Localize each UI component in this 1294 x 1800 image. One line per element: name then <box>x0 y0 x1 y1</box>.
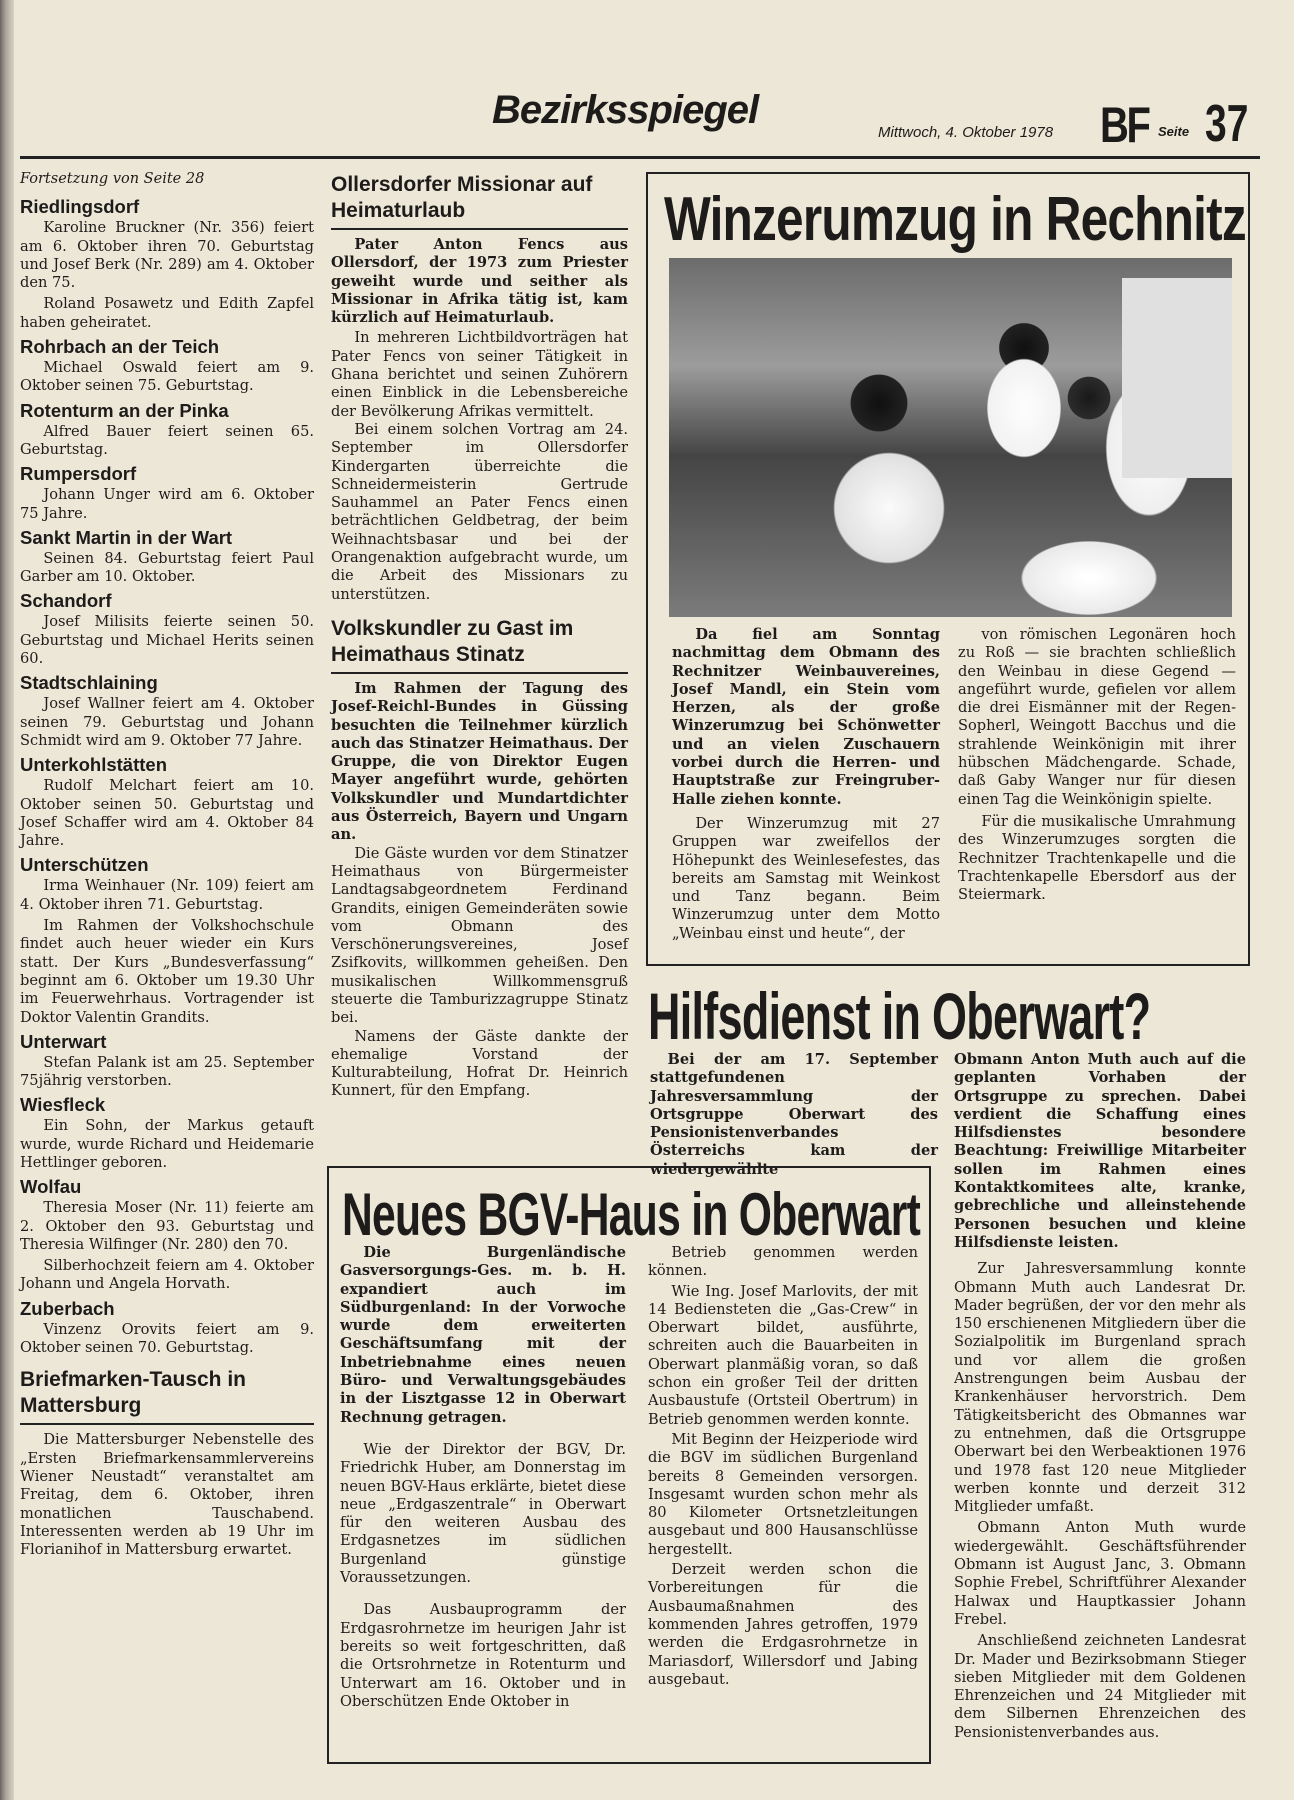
briefmarken-body <box>20 1431 314 1559</box>
paragraph: Der Winzerumzug mit 27 Gruppen war zweifellos der Höhepunkt des Weinlesefestes, das bereits am Samstag mit Weinkost und Tanz begann. Beim Winzerumzug unter dem Motto „Weinbau einst und heute“, der <box>672 814 940 942</box>
locality-heading: Wiesfleck <box>20 1094 106 1116</box>
page-number: 37 <box>1205 95 1249 153</box>
locality-paragraph: Rudolf Melchart feiert am 10. Oktober seinen 50. Geburtstag und Josef Schaffer wird am 4. Oktober 84 Jahre. <box>20 777 314 850</box>
volkskundler-lead: Im Rahmen der Tagung des Josef-Reichl-Bundes in Güssing besuchten die Teilnehmer kürzlich auch das Stinatzer Heimathaus. Der Gruppe, die von Direktor Eugen Mayer angeführt wurde, gehörten Volkskundler und Mundartdichter aus Österreich, Bayern und Ungarn an. <box>331 679 628 844</box>
locality-paragraph: Silberhochzeit feiern am 4. Oktober Johann und Angela Horvath. <box>20 1257 314 1293</box>
locality-heading: Unterkohlstätten <box>20 754 167 776</box>
continued-note: Fortsetzung von Seite 28 <box>20 171 205 187</box>
missionar-lead: Pater Anton Fencs aus Ollersdorf, der 1973 zum Priester geweiht wurde und seither als Missionar in Afrika tätig ist, kam kürzlich auf Heimaturlaub. <box>331 236 628 327</box>
hilfsdienst-col1 <box>650 1051 938 1179</box>
hilfsdienst-headline-wrap <box>648 978 1294 1054</box>
page-label: Seite <box>1158 124 1190 139</box>
locality-paragraph: Michael Oswald feiert am 9. Oktober seinen 75. Geburtstag. <box>20 359 314 395</box>
locality-heading: Riedlingsdorf <box>20 196 140 218</box>
locality-paragraph: Alfred Bauer feiert seinen 65. Geburtstag. <box>20 422 314 458</box>
bgv-col2 <box>648 1244 918 1689</box>
paragraph: Für die musikalische Umrahmung des Winzerumzuges sorgten die Rechnitzer Trachtenkapelle und die Trachtenkapelle Ebersdorf aus der Steiermark. <box>958 812 1236 904</box>
bgv-col1 <box>340 1244 626 1711</box>
paragraph: Zur Jahresversammlung konnte Obmann Muth auch Landesrat Dr. Mader begrüßen, der vor den mehr als 150 erschienenen Mitgliedern über die Sozialpolitik im Burgenland sprach und vor allem die großen Anstrengungen beim Ausbau der Krankenhäuser hervorstrich. Dem Tätigkeitsbericht des Obmannes war zu entnehmen, daß die Ortsgruppe Oberwart bei den Werbeaktionen 1976 und 1978 fast 120 neue Mitglieder werben konnte und derzeit 312 Mitglieder umfaßt. <box>954 1260 1246 1516</box>
locality-paragraph: Josef Milisits feierte seinen 50. Geburtstag und Michael Herits seinen 60. <box>20 613 314 668</box>
issue-date: Mittwoch, 4. Oktober 1978 <box>878 124 1054 141</box>
hilfsdienst-lead-1: Bei der am 17. September stattgefundenen Jahresversammlung der Ortsgruppe Oberwart des Pensionistenverbandes Österreichs kam der wiedergewählte <box>650 1051 938 1178</box>
locality-paragraph: Vinzenz Orovits feiert am 9. Oktober seinen 70. Geburtstag. <box>20 1320 314 1357</box>
locality-heading: Sankt Martin in der Wart <box>20 526 233 548</box>
locality-heading: Wolfau <box>20 1176 82 1198</box>
volkskundler-body <box>331 845 628 1101</box>
locality-heading: Stadtschlaining <box>20 672 158 694</box>
winzerumzug-body-col2 <box>958 626 1236 904</box>
winzerumzug-caption-col1 <box>672 626 940 943</box>
birthday-column <box>20 170 314 1559</box>
missionar-headline: Ollersdorfer Missionar auf Heimaturlaub <box>331 172 628 230</box>
briefmarken-headline: Briefmarken-Tausch in Mattersburg <box>20 1367 314 1425</box>
paragraph: Die Mattersburger Nebenstelle des „Ersten Briefmarkensammlervereins Wiener Neustadt“ veranstaltet am Freitag, dem 6. Oktober, ihren monatlichen Tauschabend. Interessenten werden ab 19 Uhr im Florianihof in Mattersburg erwartet. <box>20 1431 314 1559</box>
newspaper-logo: BF <box>1100 97 1149 153</box>
missionar-body <box>331 329 628 603</box>
locality-heading: Unterwart <box>20 1030 107 1052</box>
photo-building <box>1122 278 1232 478</box>
winzerumzug-caption-col2 <box>958 626 1236 904</box>
page-binding-edge <box>0 0 14 1800</box>
locality-heading: Zuberbach <box>20 1297 115 1319</box>
locality-paragraph: Roland Posawetz und Edith Zapfel haben geheiratet. <box>20 295 314 331</box>
paragraph: Wie Ing. Josef Marlovits, der mit 14 Bediensteten die „Gas-Crew“ in Oberwart bildet, ausführte, schreiten auch die Bauarbeiten in Oberwart planmäßig voran, so daß schon ein großer Teil der dritten Ausbaustufe (Ortsteil Obertrum) in Betrieb genommen werden konnte. <box>648 1282 918 1428</box>
paragraph: Derzeit werden schon die Vorbereitungen für die Ausbaumaßnahmen des kommenden Jahres getroffen, 1979 werden die Erdgasrohrnetze in Mariasdorf, Willersdorf und Jabing ausgebaut. <box>648 1561 918 1688</box>
paragraph: Das Ausbauprogramm der Erdgasrohrnetze im heurigen Jahr ist bereits so weit fortgeschritten, daß die Ortsrohrnetze in Rotenturm und Unterwart am 16. Oktober und in Oberschützen Ende Oktober in <box>340 1601 626 1710</box>
locality-paragraph: Seinen 84. Geburtstag feiert Paul Garber am 10. Oktober. <box>20 549 314 586</box>
locality-paragraph: Johann Unger wird am 6. Oktober 75 Jahre. <box>20 486 314 522</box>
paragraph: Obmann Anton Muth wurde wiedergewählt. Geschäftsführender Obmann ist August Janc, 3. Obmann Sophie Frebel, Schriftführer Alexander Halwax und Hauptkassier Johann Frebel. <box>954 1519 1246 1628</box>
locality-paragraph: Josef Wallner feiert am 4. Oktober seinen 79. Geburtstag und Johann Schmidt wird am 9. Oktober 77 Jahre. <box>20 695 314 749</box>
locality-paragraph: Stefan Palank ist am 25. September 75jährig verstorben. <box>20 1053 314 1090</box>
section-title: Bezirksspiegel <box>492 88 759 132</box>
locality-heading: Unterschützen <box>20 854 149 876</box>
winzerumzug-body-col1 <box>672 815 940 943</box>
paragraph: von römischen Legonären hoch zu Roß — sie brachten schließlich den Weinbau in diese Gegend — angeführt wurde, gefielen vor allem die drei Eismänner mit der Regen-Sopherl, Weingott Bacchus und die strahlende Weinkönigin mit ihrer hübschen Mädchengarde. Schade, daß Gaby Wanger nur für diesen einen Tag die Weinkönigin spielte. <box>958 626 1236 808</box>
paragraph: Bei einem solchen Vortrag am 24. September im Ollersdorfer Kindergarten überreichte die Schneidermeisterin Gertrude Sauhammel an Pater Fencs einen beträchtlichen Geldbetrag, der beim Weihnachtsbasar und bei der Orangenaktion aufgebracht wurde, um die Arbeit des Missionars zu unterstützen. <box>331 420 628 603</box>
paragraph: In mehreren Lichtbildvorträgen hat Pater Fencs von seiner Tätigkeit in Ghana berichtet und seinen Zuhörern einen Einblick in die Lebensbereiche der Bevölkerung Afrikas vermittelt. <box>331 329 628 420</box>
paragraph: Die Gäste wurden vor dem Stinatzer Heimathaus von Bürgermeister Landtagsabgeordnetem Ferdinand Grandits, einigen Gemeinderäten sowie vom Obmann des Verschönerungsvereines, Josef Zsifkovits, willkommen geheißen. Den musikalischen Willkommensgruß steuerte die Tamburizzagruppe Stinatz bei. <box>331 844 628 1027</box>
locality-paragraph: Ein Sohn, der Markus getauft wurde, wurde Richard und Heidemarie Hettlinger geboren. <box>20 1117 314 1171</box>
locality-heading: Schandorf <box>20 590 112 612</box>
paragraph: Anschließend zeichneten Landesrat Dr. Mader und Bezirksobmann Stieger sieben Mitglieder mit dem Goldenen Ehrenzeichen und 24 Mitglieder mit dem Silbernen Ehrenzeichen des Pensionistenverbandes aus. <box>954 1632 1246 1741</box>
hilfsdienst-headline: Hilfsdienst in Oberwart? <box>648 979 1151 1053</box>
bgv-body-col1 <box>340 1441 626 1711</box>
locality-paragraph: Theresia Moser (Nr. 11) feierte am 2. Oktober den 93. Geburtstag und Theresia Wilfinger (Nr. 280) den 70. <box>20 1199 314 1253</box>
paragraph: Betrieb genommen werden können. <box>648 1244 918 1280</box>
bgv-lead: Die Burgenländische Gasversorgungs-Ges. m. b. H. expandiert auch im Südburgenland: In der Vorwoche wurde dem erweiterten Geschäftsumfang mit der Inbetriebnahme eines neuen Büro- und Verwaltungsgebäudes in der Lisztgasse 12 in Oberwart Rechnung getragen. <box>340 1244 626 1426</box>
locality-sections <box>20 196 314 1357</box>
paragraph: Wie der Direktor der BGV, Dr. Friedrichk Huber, am Donnerstag im neuen BGV-Haus erklärte, bietet diese neue „Erdgaszentrale“ in Oberwart für den weiteren Ausbau des Erdgasnetzes im südlichen Burgenland günstige Voraussetzungen. <box>340 1440 626 1587</box>
paragraph: Namens der Gäste dankte der ehemalige Vorstand der Kulturabteilung, Hofrat Dr. Heinrich Kunnert, für den Empfang. <box>331 1027 628 1100</box>
locality-heading: Rumpersdorf <box>20 463 137 485</box>
paragraph: Mit Beginn der Heizperiode wird die BGV im südlichen Burgenland bereits 8 Gemeinden versorgen. Insgesamt wurden schon mehr als 80 Kilometer Ortsnetzleitungen ausgebaut und 800 Hausanschlüsse hergestellt. <box>648 1430 918 1558</box>
hilfsdienst-lead-2: Obmann Anton Muth auch auf die geplanten Vorhaben der Ortsgruppe zu sprechen. Dabei verdient die Schaffung eines Hilfsdienstes besondere Beachtung: Freiwillige Mitarbeiter sollen im Rahmen eines Kontaktkomitees alte, kranke, gebrechliche und alleinstehende Personen besuchen und kleine Hilfsdienste leisten. <box>954 1051 1246 1251</box>
hilfsdienst-body <box>954 1260 1246 1742</box>
bgv-headline-wrap <box>342 1180 1156 1249</box>
middle-column <box>331 172 628 1101</box>
volkskundler-headline: Volkskundler zu Gast im Heimathaus Stinatz <box>331 616 628 674</box>
locality-heading: Rotenturm an der Pinka <box>20 399 229 421</box>
winzerumzug-photo <box>669 258 1232 617</box>
masthead-rule <box>20 156 1260 159</box>
locality-heading: Rohrbach an der Teich <box>20 336 220 358</box>
winzerumzug-headline-wrap <box>664 184 1294 255</box>
bgv-body-col2 <box>648 1244 918 1689</box>
winzerumzug-lead: Da fiel am Sonntag nachmittag dem Obmann des Rechnitzer Weinbauvereines, Josef Mandl, ein Stein vom Herzen, als der große Winzerumzug bei Schönwetter und an vielen Zuschauern vorbei durch die Herren- und Hauptstraße zur Freingruber-Halle ziehen konnte. <box>672 626 940 808</box>
locality-paragraph: Im Rahmen der Volkshochschule findet auch heuer wieder ein Kurs statt. Der Kurs „Bundesverfassung“ beginnt am 6. Oktober um 19.30 Uhr im Feuerwehrhaus. Vortragender ist Doktor Valentin Grandits. <box>20 917 314 1026</box>
winzerumzug-headline: Winzerumzug in Rechnitz <box>664 185 1246 254</box>
locality-paragraph: Irma Weinhauer (Nr. 109) feiert am 4. Oktober ihren 71. Geburtstag. <box>20 877 314 913</box>
bgv-headline: Neues BGV-Haus in Oberwart <box>342 1181 921 1248</box>
hilfsdienst-col2 <box>954 1051 1246 1742</box>
locality-paragraph: Karoline Bruckner (Nr. 356) feiert am 6. Oktober ihren 70. Geburtstag und Josef Berk (Nr. 289) am 4. Oktober den 75. <box>20 219 314 292</box>
